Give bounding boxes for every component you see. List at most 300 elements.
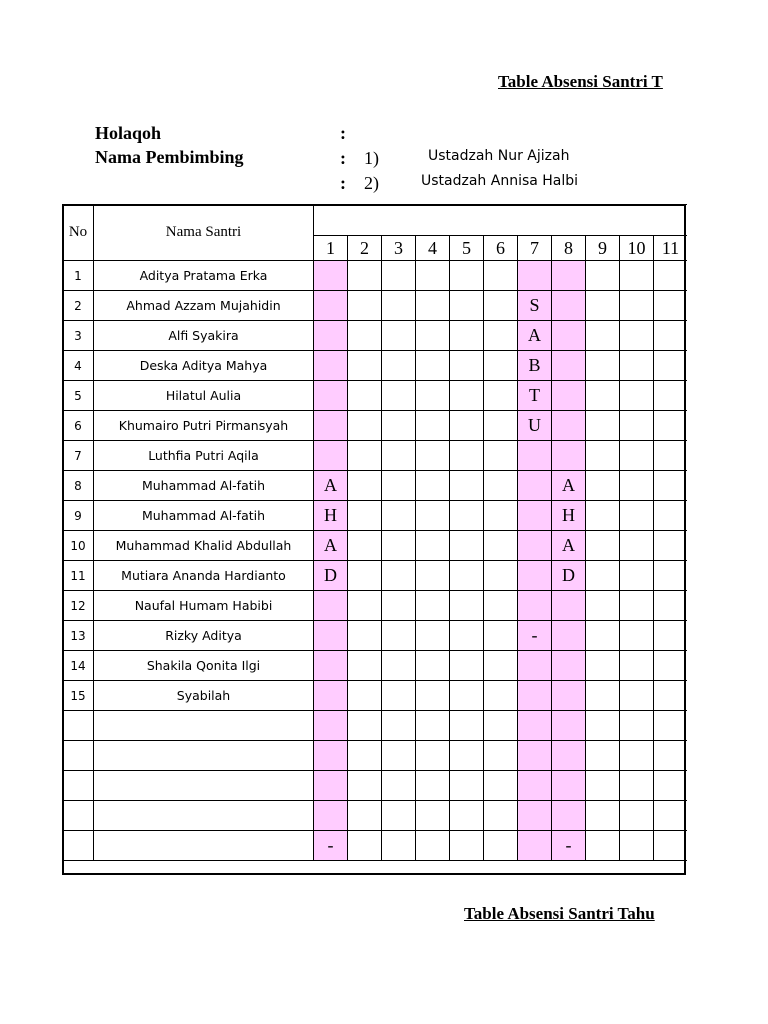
attendance-cell-day-6[interactable] — [484, 561, 518, 591]
day-number-10: 10 — [620, 236, 654, 261]
attendance-cell-day-3[interactable] — [382, 741, 416, 771]
student-name — [94, 831, 314, 861]
table-row — [63, 291, 722, 321]
table-row — [63, 261, 722, 291]
attendance-cell-day-11[interactable] — [654, 471, 688, 501]
student-name: Rizky Aditya — [94, 621, 314, 651]
attendance-cell-day-7[interactable]: U — [518, 411, 552, 441]
attendance-cell-day-6[interactable] — [484, 411, 518, 441]
attendance-cell-day-6[interactable] — [484, 651, 518, 681]
student-name: Syabilah — [94, 681, 314, 711]
attendance-cell-day-8[interactable] — [552, 681, 586, 711]
attendance-cell-day-1[interactable] — [314, 741, 348, 771]
row-number: 1 — [63, 261, 94, 291]
attendance-cell-day-6[interactable] — [484, 681, 518, 711]
table-row — [63, 771, 722, 801]
attendance-cell-day-3[interactable] — [382, 501, 416, 531]
attendance-cell-day-7[interactable]: A — [518, 321, 552, 351]
attendance-cell-day-8[interactable] — [552, 771, 586, 801]
attendance-cell-day-1[interactable] — [314, 771, 348, 801]
day-number-8: 8 — [552, 236, 586, 261]
attendance-cell-day-5[interactable] — [450, 561, 484, 591]
attendance-cell-day-9[interactable] — [586, 801, 620, 831]
attendance-cell-day-2[interactable] — [348, 321, 382, 351]
attendance-cell-day-3[interactable] — [382, 831, 416, 861]
attendance-cell-day-5[interactable] — [450, 651, 484, 681]
attendance-cell-day-3[interactable] — [382, 561, 416, 591]
attendance-cell-day-1[interactable] — [314, 291, 348, 321]
title-bottom-clip — [0, 895, 686, 935]
attendance-cell-day-7[interactable] — [518, 651, 552, 681]
student-name — [94, 711, 314, 741]
attendance-cell-day-9[interactable] — [586, 771, 620, 801]
row-number: 2 — [63, 291, 94, 321]
attendance-cell-day-3[interactable] — [382, 441, 416, 471]
pembimbing-colon-2: : — [340, 173, 346, 193]
row-number: 3 — [63, 321, 94, 351]
attendance-cell-day-7[interactable]: S — [518, 291, 552, 321]
row-number: 5 — [63, 381, 94, 411]
attendance-cell-day-3[interactable] — [382, 291, 416, 321]
attendance-cell-day-4[interactable] — [416, 801, 450, 831]
attendance-cell-day-10[interactable] — [620, 411, 654, 441]
attendance-cell-day-4[interactable] — [416, 771, 450, 801]
attendance-cell-day-1[interactable] — [314, 381, 348, 411]
table-row — [63, 831, 722, 861]
attendance-cell-day-8[interactable] — [552, 621, 586, 651]
attendance-cell-day-1[interactable] — [314, 441, 348, 471]
attendance-cell-day-4[interactable] — [416, 831, 450, 861]
attendance-cell-day-9[interactable] — [586, 621, 620, 651]
attendance-cell-day-4[interactable] — [416, 441, 450, 471]
attendance-cell-day-7[interactable] — [518, 771, 552, 801]
title-clip — [0, 60, 686, 100]
attendance-cell-day-7[interactable] — [518, 471, 552, 501]
attendance-cell-day-5[interactable] — [450, 741, 484, 771]
attendance-table — [62, 204, 722, 861]
attendance-cell-day-8[interactable]: - — [552, 831, 586, 861]
attendance-cell-day-2[interactable] — [348, 411, 382, 441]
attendance-cell-day-8[interactable] — [552, 351, 586, 381]
attendance-cell-day-8[interactable] — [552, 261, 586, 291]
attendance-cell-day-11[interactable] — [654, 381, 688, 411]
table-row — [63, 801, 722, 831]
row-number: 7 — [63, 441, 94, 471]
attendance-cell-day-6[interactable] — [484, 441, 518, 471]
attendance-cell-day-1[interactable] — [314, 321, 348, 351]
student-name: Ahmad Azzam Mujahidin — [94, 291, 314, 321]
row-number: 8 — [63, 471, 94, 501]
attendance-cell-day-4[interactable] — [416, 561, 450, 591]
day-number-6: 6 — [484, 236, 518, 261]
row-number: 15 — [63, 681, 94, 711]
attendance-cell-day-4[interactable] — [416, 711, 450, 741]
attendance-cell-day-10[interactable] — [620, 621, 654, 651]
student-name: Muhammad Al-fatih — [94, 471, 314, 501]
attendance-cell-day-8[interactable] — [552, 741, 586, 771]
attendance-cell-day-5[interactable] — [450, 501, 484, 531]
row-number: 14 — [63, 651, 94, 681]
student-name: Khumairo Putri Pirmansyah — [94, 411, 314, 441]
attendance-cell-day-2[interactable] — [348, 651, 382, 681]
table-row — [63, 591, 722, 621]
attendance-cell-day-5[interactable] — [450, 261, 484, 291]
attendance-cell-day-6[interactable] — [484, 501, 518, 531]
attendance-cell-day-10[interactable] — [620, 771, 654, 801]
attendance-cell-day-9[interactable] — [586, 291, 620, 321]
attendance-cell-day-11[interactable] — [654, 411, 688, 441]
attendance-cell-day-6[interactable] — [484, 831, 518, 861]
pembimbing-num-2: 2) — [364, 173, 379, 193]
attendance-cell-day-8[interactable] — [552, 651, 586, 681]
student-name: Hilatul Aulia — [94, 381, 314, 411]
attendance-cell-day-1[interactable] — [314, 621, 348, 651]
attendance-cell-day-4[interactable] — [416, 501, 450, 531]
attendance-cell-day-3[interactable] — [382, 651, 416, 681]
attendance-cell-day-8[interactable] — [552, 801, 586, 831]
attendance-cell-day-3[interactable] — [382, 321, 416, 351]
attendance-cell-day-1[interactable] — [314, 651, 348, 681]
attendance-cell-day-10[interactable] — [620, 351, 654, 381]
attendance-cell-day-11[interactable] — [654, 501, 688, 531]
attendance-cell-day-11[interactable] — [654, 651, 688, 681]
attendance-cell-day-3[interactable] — [382, 381, 416, 411]
row-number: 9 — [63, 501, 94, 531]
table-row — [63, 471, 722, 501]
attendance-cell-day-1[interactable] — [314, 261, 348, 291]
attendance-cell-day-7[interactable] — [518, 441, 552, 471]
attendance-cell-day-11[interactable] — [654, 531, 688, 561]
attendance-cell-day-1[interactable]: H — [314, 501, 348, 531]
attendance-cell-day-6[interactable] — [484, 471, 518, 501]
attendance-cell-day-9[interactable] — [586, 681, 620, 711]
column-header-no: No — [63, 205, 94, 261]
attendance-cell-day-9[interactable] — [586, 651, 620, 681]
row-number: 4 — [63, 351, 94, 381]
attendance-cell-day-1[interactable] — [314, 351, 348, 381]
attendance-cell-day-9[interactable] — [586, 561, 620, 591]
attendance-cell-day-2[interactable] — [348, 261, 382, 291]
attendance-cell-day-9[interactable] — [586, 411, 620, 441]
attendance-cell-day-7[interactable] — [518, 501, 552, 531]
attendance-cell-day-10[interactable] — [620, 591, 654, 621]
table-row — [63, 651, 722, 681]
student-name: Shakila Qonita Ilgi — [94, 651, 314, 681]
row-number: 12 — [63, 591, 94, 621]
attendance-cell-day-8[interactable] — [552, 441, 586, 471]
attendance-cell-day-3[interactable] — [382, 771, 416, 801]
attendance-cell-day-8[interactable] — [552, 291, 586, 321]
attendance-cell-day-10[interactable] — [620, 561, 654, 591]
pembimbing-num-1: 1) — [364, 148, 379, 168]
attendance-cell-day-2[interactable] — [348, 381, 382, 411]
attendance-cell-day-11[interactable] — [654, 801, 688, 831]
pembimbing-name-2: Ustadzah Annisa Halbi — [421, 173, 579, 189]
attendance-cell-day-5[interactable] — [450, 411, 484, 441]
table-row — [63, 321, 722, 351]
attendance-cell-day-9[interactable] — [586, 831, 620, 861]
attendance-cell-day-7[interactable] — [518, 741, 552, 771]
attendance-cell-day-7[interactable] — [518, 831, 552, 861]
attendance-cell-day-8[interactable] — [552, 321, 586, 351]
attendance-cell-day-9[interactable] — [586, 441, 620, 471]
attendance-cell-day-5[interactable] — [450, 291, 484, 321]
table-row — [63, 381, 722, 411]
attendance-cell-day-3[interactable] — [382, 411, 416, 441]
attendance-cell-day-6[interactable] — [484, 261, 518, 291]
table-row — [63, 561, 722, 591]
attendance-cell-day-3[interactable] — [382, 261, 416, 291]
attendance-cell-day-4[interactable] — [416, 531, 450, 561]
student-name — [94, 741, 314, 771]
student-name: Deska Aditya Mahya — [94, 351, 314, 381]
attendance-cell-day-3[interactable] — [382, 531, 416, 561]
attendance-cell-day-5[interactable] — [450, 681, 484, 711]
attendance-cell-day-5[interactable] — [450, 381, 484, 411]
holaqoh-colon: : — [340, 123, 346, 143]
date-header-band — [314, 205, 722, 236]
attendance-cell-day-2[interactable] — [348, 531, 382, 561]
attendance-cell-day-11[interactable] — [654, 441, 688, 471]
attendance-cell-day-2[interactable] — [348, 801, 382, 831]
attendance-cell-day-8[interactable] — [552, 381, 586, 411]
attendance-cell-day-9[interactable] — [586, 711, 620, 741]
attendance-cell-day-6[interactable] — [484, 771, 518, 801]
attendance-cell-day-10[interactable] — [620, 831, 654, 861]
attendance-cell-day-3[interactable] — [382, 681, 416, 711]
attendance-cell-day-11[interactable] — [654, 561, 688, 591]
attendance-cell-day-4[interactable] — [416, 381, 450, 411]
attendance-cell-day-9[interactable] — [586, 321, 620, 351]
attendance-cell-day-2[interactable] — [348, 681, 382, 711]
attendance-cell-day-6[interactable] — [484, 741, 518, 771]
row-number — [63, 771, 94, 801]
attendance-cell-day-8[interactable]: A — [552, 531, 586, 561]
attendance-cell-day-2[interactable] — [348, 501, 382, 531]
attendance-cell-day-4[interactable] — [416, 411, 450, 441]
attendance-cell-day-4[interactable] — [416, 291, 450, 321]
row-number — [63, 741, 94, 771]
attendance-cell-day-9[interactable] — [586, 531, 620, 561]
row-number: 6 — [63, 411, 94, 441]
attendance-cell-day-11[interactable] — [654, 351, 688, 381]
attendance-cell-day-7[interactable]: - — [518, 621, 552, 651]
student-name: Aditya Pratama Erka — [94, 261, 314, 291]
attendance-cell-day-3[interactable] — [382, 621, 416, 651]
attendance-cell-day-7[interactable] — [518, 561, 552, 591]
attendance-cell-day-1[interactable]: D — [314, 561, 348, 591]
attendance-cell-day-7[interactable] — [518, 261, 552, 291]
pembimbing-name-1: Ustadzah Nur Ajizah — [428, 148, 570, 164]
attendance-cell-day-11[interactable] — [654, 711, 688, 741]
table-row — [63, 501, 722, 531]
attendance-cell-day-11[interactable] — [654, 621, 688, 651]
row-number: 13 — [63, 621, 94, 651]
student-name: Muhammad Al-fatih — [94, 501, 314, 531]
attendance-cell-day-5[interactable] — [450, 531, 484, 561]
attendance-cell-day-1[interactable] — [314, 591, 348, 621]
attendance-cell-day-2[interactable] — [348, 561, 382, 591]
attendance-cell-day-7[interactable] — [518, 591, 552, 621]
attendance-cell-day-6[interactable] — [484, 381, 518, 411]
attendance-cell-day-11[interactable] — [654, 771, 688, 801]
row-number: 11 — [63, 561, 94, 591]
attendance-cell-day-2[interactable] — [348, 351, 382, 381]
attendance-cell-day-10[interactable] — [620, 471, 654, 501]
table-row — [63, 741, 722, 771]
attendance-cell-day-9[interactable] — [586, 351, 620, 381]
attendance-cell-day-5[interactable] — [450, 591, 484, 621]
pembimbing-label: Nama Pembimbing — [95, 147, 244, 167]
attendance-cell-day-6[interactable] — [484, 321, 518, 351]
holaqoh-label: Holaqoh — [95, 123, 162, 143]
page-edge — [687, 190, 768, 890]
attendance-cell-day-6[interactable] — [484, 711, 518, 741]
attendance-cell-day-1[interactable]: A — [314, 471, 348, 501]
student-name: Luthfia Putri Aqila — [94, 441, 314, 471]
attendance-cell-day-10[interactable] — [620, 441, 654, 471]
attendance-cell-day-4[interactable] — [416, 471, 450, 501]
attendance-cell-day-8[interactable] — [552, 711, 586, 741]
attendance-cell-day-6[interactable] — [484, 291, 518, 321]
attendance-cell-day-1[interactable]: A — [314, 531, 348, 561]
attendance-cell-day-4[interactable] — [416, 321, 450, 351]
attendance-cell-day-2[interactable] — [348, 591, 382, 621]
attendance-cell-day-8[interactable]: H — [552, 501, 586, 531]
attendance-cell-day-11[interactable] — [654, 261, 688, 291]
table-row — [63, 531, 722, 561]
attendance-cell-day-10[interactable] — [620, 681, 654, 711]
attendance-cell-day-5[interactable] — [450, 621, 484, 651]
attendance-cell-day-10[interactable] — [620, 291, 654, 321]
attendance-cell-day-9[interactable] — [586, 381, 620, 411]
table-row — [63, 411, 722, 441]
day-number-4: 4 — [416, 236, 450, 261]
attendance-cell-day-8[interactable]: A — [552, 471, 586, 501]
row-number — [63, 801, 94, 831]
attendance-cell-day-11[interactable] — [654, 291, 688, 321]
attendance-cell-day-11[interactable] — [654, 591, 688, 621]
student-name — [94, 771, 314, 801]
day-number-3: 3 — [382, 236, 416, 261]
attendance-cell-day-1[interactable] — [314, 711, 348, 741]
attendance-cell-day-8[interactable]: D — [552, 561, 586, 591]
attendance-cell-day-2[interactable] — [348, 291, 382, 321]
attendance-cell-day-6[interactable] — [484, 801, 518, 831]
pembimbing-colon-1: : — [340, 148, 346, 168]
table-row — [63, 711, 722, 741]
attendance-cell-day-9[interactable] — [586, 591, 620, 621]
page-title: Table Absensi Santri T — [498, 72, 663, 91]
attendance-cell-day-8[interactable] — [552, 411, 586, 441]
attendance-cell-day-11[interactable] — [654, 831, 688, 861]
table-row — [63, 351, 722, 381]
attendance-cell-day-5[interactable] — [450, 711, 484, 741]
attendance-cell-day-10[interactable] — [620, 711, 654, 741]
attendance-cell-day-5[interactable] — [450, 831, 484, 861]
attendance-cell-day-10[interactable] — [620, 261, 654, 291]
attendance-cell-day-3[interactable] — [382, 801, 416, 831]
attendance-cell-day-5[interactable] — [450, 771, 484, 801]
attendance-cell-day-4[interactable] — [416, 261, 450, 291]
attendance-cell-day-8[interactable] — [552, 591, 586, 621]
attendance-cell-day-6[interactable] — [484, 531, 518, 561]
attendance-cell-day-5[interactable] — [450, 321, 484, 351]
attendance-cell-day-11[interactable] — [654, 741, 688, 771]
day-number-1: 1 — [314, 236, 348, 261]
attendance-cell-day-4[interactable] — [416, 681, 450, 711]
column-header-name: Nama Santri — [94, 205, 314, 261]
attendance-cell-day-2[interactable] — [348, 711, 382, 741]
attendance-cell-day-6[interactable] — [484, 621, 518, 651]
day-number-9: 9 — [586, 236, 620, 261]
attendance-cell-day-9[interactable] — [586, 471, 620, 501]
attendance-cell-day-4[interactable] — [416, 591, 450, 621]
attendance-cell-day-10[interactable] — [620, 381, 654, 411]
attendance-cell-day-2[interactable] — [348, 741, 382, 771]
attendance-cell-day-9[interactable] — [586, 501, 620, 531]
attendance-cell-day-11[interactable] — [654, 321, 688, 351]
attendance-cell-day-11[interactable] — [654, 681, 688, 711]
attendance-cell-day-9[interactable] — [586, 261, 620, 291]
attendance-cell-day-10[interactable] — [620, 501, 654, 531]
attendance-cell-day-5[interactable] — [450, 471, 484, 501]
table-row — [63, 441, 722, 471]
attendance-cell-day-7[interactable] — [518, 801, 552, 831]
attendance-cell-day-10[interactable] — [620, 531, 654, 561]
attendance-cell-day-4[interactable] — [416, 741, 450, 771]
attendance-cell-day-7[interactable]: T — [518, 381, 552, 411]
attendance-cell-day-7[interactable] — [518, 711, 552, 741]
attendance-cell-day-5[interactable] — [450, 351, 484, 381]
attendance-cell-day-2[interactable] — [348, 831, 382, 861]
attendance-cell-day-7[interactable]: B — [518, 351, 552, 381]
attendance-cell-day-9[interactable] — [586, 741, 620, 771]
attendance-cell-day-7[interactable] — [518, 681, 552, 711]
attendance-cell-day-5[interactable] — [450, 441, 484, 471]
attendance-cell-day-1[interactable] — [314, 681, 348, 711]
row-number — [63, 831, 94, 861]
attendance-cell-day-1[interactable] — [314, 801, 348, 831]
attendance-cell-day-2[interactable] — [348, 771, 382, 801]
attendance-cell-day-2[interactable] — [348, 621, 382, 651]
attendance-cell-day-1[interactable] — [314, 411, 348, 441]
attendance-cell-day-4[interactable] — [416, 621, 450, 651]
attendance-cell-day-3[interactable] — [382, 351, 416, 381]
attendance-cell-day-6[interactable] — [484, 591, 518, 621]
attendance-cell-day-10[interactable] — [620, 801, 654, 831]
attendance-cell-day-2[interactable] — [348, 441, 382, 471]
bottom-title: Table Absensi Santri Tahu — [464, 904, 655, 923]
attendance-cell-day-4[interactable] — [416, 351, 450, 381]
attendance-cell-day-2[interactable] — [348, 471, 382, 501]
table-row — [63, 681, 722, 711]
attendance-cell-day-4[interactable] — [416, 651, 450, 681]
attendance-cell-day-10[interactable] — [620, 321, 654, 351]
attendance-cell-day-7[interactable] — [518, 531, 552, 561]
attendance-cell-day-3[interactable] — [382, 711, 416, 741]
attendance-cell-day-5[interactable] — [450, 801, 484, 831]
attendance-cell-day-10[interactable] — [620, 741, 654, 771]
attendance-cell-day-6[interactable] — [484, 351, 518, 381]
attendance-cell-day-3[interactable] — [382, 591, 416, 621]
attendance-cell-day-1[interactable]: - — [314, 831, 348, 861]
student-name: Mutiara Ananda Hardianto — [94, 561, 314, 591]
attendance-cell-day-3[interactable] — [382, 471, 416, 501]
table-row — [63, 621, 722, 651]
attendance-cell-day-10[interactable] — [620, 651, 654, 681]
row-number — [63, 711, 94, 741]
